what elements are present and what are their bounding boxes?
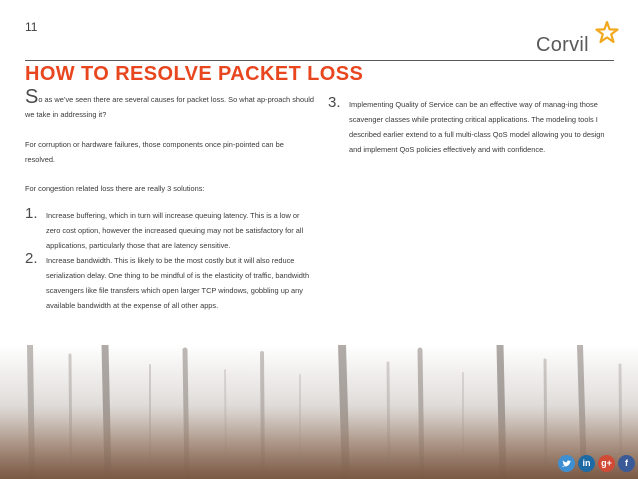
list-item-text: Increase buffering, which in turn will increase queuing latency. This is a low or zero cost option, however the increased queuing may not be satisfactory for all applications, particularly those that are latency sensitive.	[46, 211, 304, 250]
intro-text: o as we’ve seen there are several causes for packet loss. So what ap-proach should we take in addressing it?	[25, 95, 315, 119]
corvil-logo	[528, 20, 623, 62]
google-plus-share-button[interactable]: g+	[598, 455, 615, 472]
list-item	[25, 250, 315, 313]
linkedin-share-button[interactable]: in	[578, 455, 595, 472]
paragraph-congestion: For congestion related loss there are really 3 solutions:	[25, 184, 205, 193]
logo-wordmark: Corvil	[536, 34, 589, 56]
star-icon	[594, 20, 620, 46]
list-item	[328, 94, 618, 157]
facebook-share-button[interactable]: f	[618, 455, 635, 472]
intro-paragraph	[25, 86, 315, 122]
list-number: 1.	[25, 205, 38, 222]
twitter-share-button[interactable]	[558, 455, 575, 472]
page-title: HOW TO RESOLVE PACKET LOSS	[25, 63, 364, 85]
page-number: 11	[25, 20, 38, 34]
list-item	[25, 205, 315, 253]
drop-cap: S	[25, 86, 39, 108]
list-item-text: Implementing Quality of Service can be an effective way of manag-ing those scavenger classes while protecting critical applications. The modeling tools I described earlier extend to a full multi-class QoS model allowing you to design and implement QoS policies effectively and with confidence.	[349, 100, 605, 154]
list-number: 3.	[328, 94, 341, 111]
list-item-text: Increase bandwidth. This is likely to be the most costly but it will also reduce serialization delay. One thing to be mindful of is the elasticity of traffic, bandwidth scavengers like file transfers which open larger TCP windows, gobbling up any available bandwidth at the expense of all other apps.	[46, 256, 310, 310]
header-rule	[25, 60, 614, 61]
list-number: 2.	[25, 250, 38, 267]
left-column	[25, 86, 315, 313]
twitter-bird-icon	[558, 455, 575, 472]
right-column	[328, 94, 618, 157]
paragraph-hardware: For corruption or hardware failures, those components once pin-pointed can be resolved.	[25, 140, 284, 164]
misty-forest-image	[0, 345, 638, 479]
forest-illustration	[0, 345, 638, 479]
